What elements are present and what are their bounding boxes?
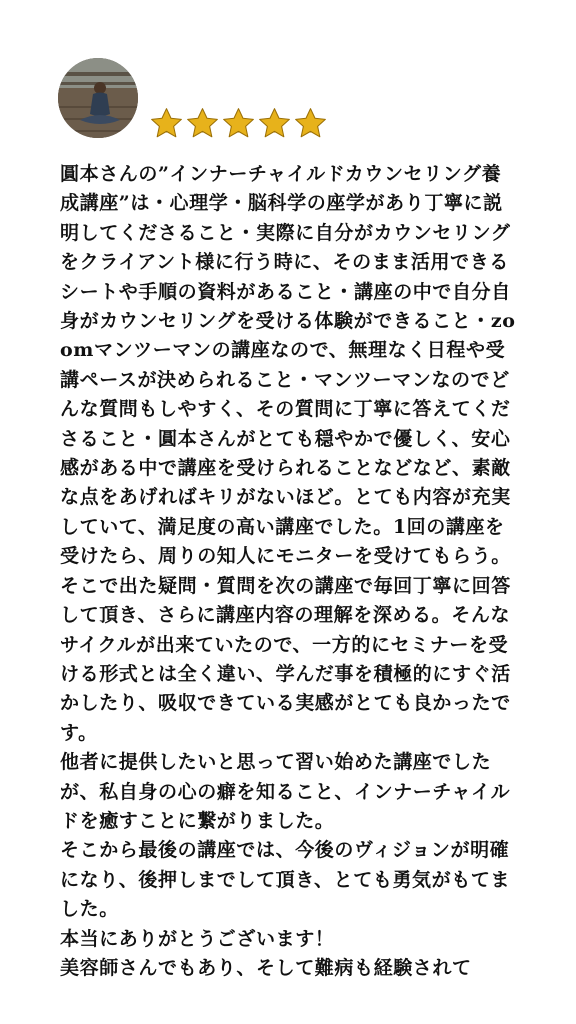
review-text: 圓本さんの”インナーチャイルドカウンセリング養成講座”は・心理学・脳科学の座学があり丁寧に説明してくださること・実際に自分がカウンセリングをクライアント様に行う時に、そのまま活用できるシートや手順の資料があること・講座の中で自分自身がカウンセリングを受ける体験ができること・zoomマンツーマンの講座なので、無理なく日程や受講ペースが決められること・マンツーマンなのでどんな質問もしやすく、その質問に丁寧に答えてくださること・圓本さんがとても穏やかで優しく、安心感がある中で講座を受けられることなどなど、素敵な点をあげればキリがないほど。とても内容が充実していて、満足度の高い講座でした。1回の講座を受けたら、周りの知人にモニターを受けてもらう。そこで出た疑問・質問を次の講座で毎回丁寧に回答して頂き、さらに講座内容の理解を深める。そんなサイクルが出来ていたので、一方的にセミナーを受ける形式とは全く違い、学んだ事を積極的にすぐ活かしたり、吸収できている実感がとても良かったです。 他者に提供したいと思って習い始めた講座でしたが、私自身の心の癖を知ること、インナーチャイルドを癒すことに繋がりました。 そこから最後の講座では、今後のヴィジョンが明確になり、後押しまでして頂き、とても勇気がもてました。 本当にありがとうございます！ 美容師さんでもあり、そして難病も経験されて — [60, 163, 516, 979]
avatar — [58, 58, 138, 138]
star-icon — [185, 106, 220, 141]
star-icon — [221, 106, 256, 141]
star-icon — [149, 106, 184, 141]
avatar-photo — [58, 58, 138, 138]
star-rating — [149, 106, 328, 142]
star-icon — [257, 106, 292, 141]
star-icon — [293, 106, 328, 141]
